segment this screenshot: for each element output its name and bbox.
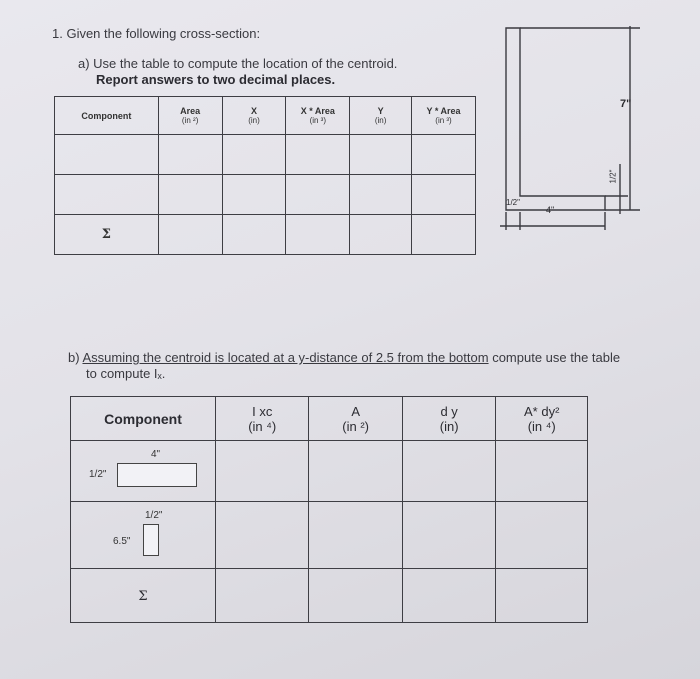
part-a-precision-note: Report answers to two decimal places. <box>96 72 336 87</box>
header-area: Area (in ²) <box>158 97 222 135</box>
header-component: Component <box>55 97 159 135</box>
cell[interactable] <box>412 135 476 175</box>
table-header-row <box>71 397 588 441</box>
flange-rectangle <box>117 463 197 487</box>
table-row-web <box>71 502 588 569</box>
table-sum-row <box>55 215 476 255</box>
header-a: A (in ²) <box>309 397 402 441</box>
header-a-dy2: A* dy² (in ⁴) <box>496 397 588 441</box>
table-header-row <box>55 97 476 135</box>
web-rectangle <box>143 524 159 556</box>
cell[interactable] <box>412 215 476 255</box>
cell[interactable] <box>55 135 159 175</box>
cell[interactable] <box>350 175 412 215</box>
cell[interactable] <box>350 135 412 175</box>
component-flange-cell <box>71 441 216 502</box>
cell[interactable] <box>402 502 496 569</box>
flange-dimension-label: 1/2" <box>608 169 618 184</box>
cell[interactable] <box>496 441 588 502</box>
cell[interactable] <box>286 215 350 255</box>
moment-of-inertia-table <box>70 396 588 623</box>
table-sum-row <box>71 569 588 623</box>
cell[interactable] <box>412 175 476 215</box>
table-row <box>55 135 476 175</box>
base-dimension-label: 4" <box>546 205 555 215</box>
cell[interactable] <box>158 215 222 255</box>
cell[interactable] <box>216 569 309 623</box>
cell[interactable] <box>216 502 309 569</box>
cell[interactable] <box>402 569 496 623</box>
sigma-symbol: Σ <box>138 588 148 604</box>
sum-label-cell <box>55 215 159 255</box>
header-x: X (in) <box>222 97 286 135</box>
centroid-table <box>54 96 476 255</box>
cell[interactable] <box>222 135 286 175</box>
cell[interactable] <box>309 502 402 569</box>
cell[interactable] <box>496 569 588 623</box>
table-row-flange <box>71 441 588 502</box>
sigma-symbol: Σ <box>101 227 111 242</box>
header-x-area: X * Area (in ³) <box>286 97 350 135</box>
component-web-cell <box>71 502 216 569</box>
header-dy: d y (in) <box>402 397 496 441</box>
height-dimension-label: 7" <box>620 98 632 110</box>
cell[interactable] <box>222 175 286 215</box>
cell[interactable] <box>350 215 412 255</box>
flange-width-label: 4" <box>151 449 161 460</box>
part-a-instruction: a) Use the table to compute the location of the centroid. <box>78 56 398 71</box>
web-width-label: 1/2" <box>145 510 163 521</box>
cell[interactable] <box>309 441 402 502</box>
part-b-instruction-cont: to compute Iₓ. <box>86 366 166 381</box>
flange-height-label: 1/2" <box>89 469 107 480</box>
cell[interactable] <box>496 502 588 569</box>
web-dimension-label: 1/2" <box>506 198 520 207</box>
cell[interactable] <box>402 441 496 502</box>
cell[interactable] <box>309 569 402 623</box>
l-shape-outline <box>506 28 605 210</box>
cell[interactable] <box>286 175 350 215</box>
cell[interactable] <box>158 175 222 215</box>
header-ixc: I xc (in ⁴) <box>216 397 309 441</box>
header-component: Component <box>71 397 216 441</box>
header-y: Y (in) <box>350 97 412 135</box>
cell[interactable] <box>55 175 159 215</box>
cell[interactable] <box>222 215 286 255</box>
cell[interactable] <box>286 135 350 175</box>
table-row <box>55 175 476 215</box>
header-y-area: Y * Area (in ³) <box>412 97 476 135</box>
cell[interactable] <box>158 135 222 175</box>
part-b-instruction: b) Assuming the centroid is located at a y-distance of 2.5 from the bottom compute use the table <box>68 350 621 365</box>
cell[interactable] <box>216 441 309 502</box>
web-height-label: 6.5" <box>113 536 131 547</box>
question-title: 1. Given the following cross-section: <box>52 26 261 41</box>
sum-label-cell <box>71 569 216 623</box>
